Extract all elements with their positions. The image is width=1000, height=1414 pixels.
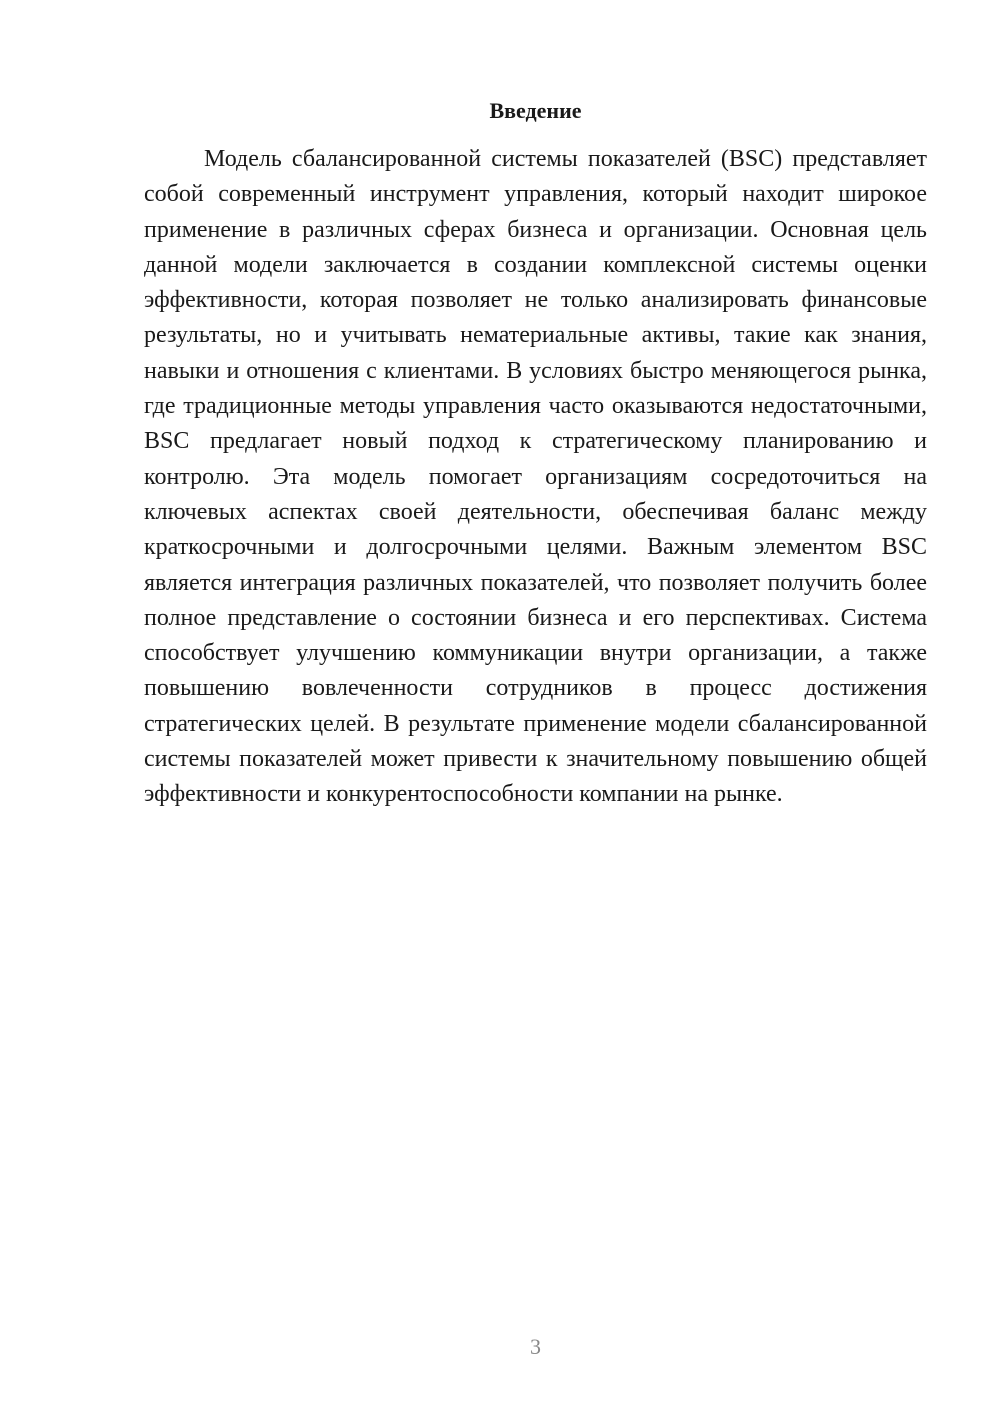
- section-heading: Введение: [489, 98, 582, 123]
- page-number: 3: [530, 1334, 541, 1359]
- body-paragraph: Модель сбалансированной системы показателей (BSC) представляет собой современный инструмент управления, который находит широкое применение в различных сферах бизнеса и организации. Основная цель данной модели заключается в создании комплексной системы оценки эффективности, которая позволяет не только анализировать финансовые результаты, но и учитывать нематериальные активы, такие как знания, навыки и отношения с клиентами. В условиях быстро меняющегося рынка, где традиционные методы управления часто оказываются недостаточными, BSC предлагает новый подход к стратегическому планированию и контролю. Эта модель помогает организациям сосредоточиться на ключевых аспектах своей деятельности, обеспечивая баланс между краткосрочными и долгосрочными целями. Важным элементом BSC является интеграция различных показателей, что позволяет получить более полное представление о состоянии бизнеса и его перспективах. Система способствует улучшению коммуникации внутри организации, а также повышению вовлеченности сотрудников в процесс достижения стратегических целей. В результате применение модели сбалансированной системы показателей может привести к значительному повышению общей эффективности и конкурентоспособности компании на рынке.: [144, 146, 927, 808]
